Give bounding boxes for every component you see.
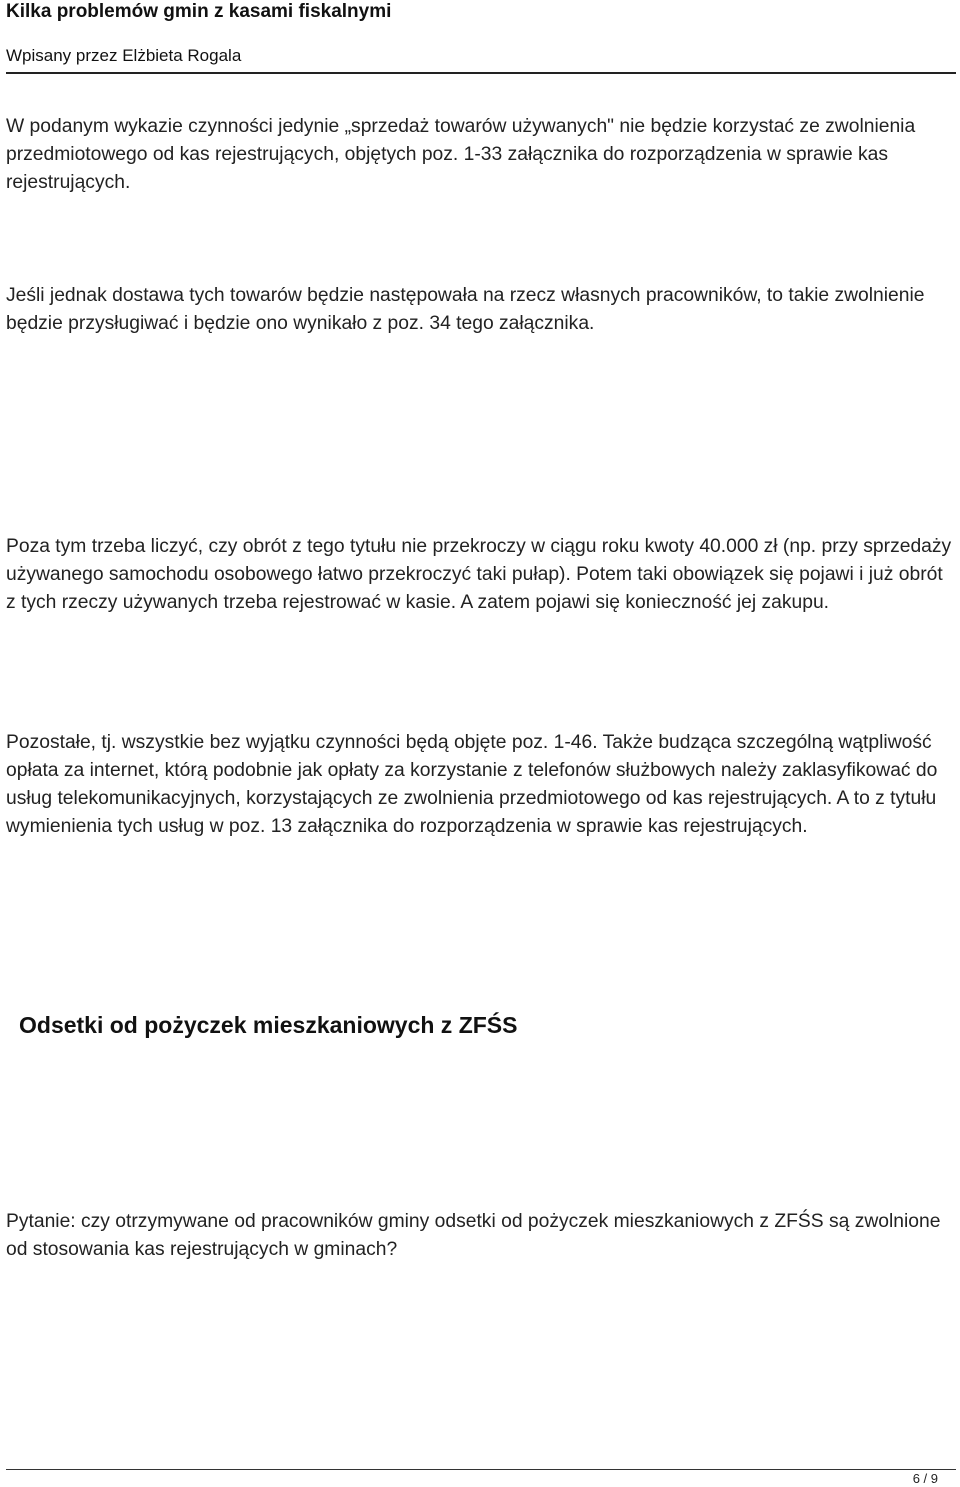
footer-divider [6,1469,956,1470]
paragraph-2: Jeśli jednak dostawa tych towarów będzie następowała na rzecz własnych pracowników, to takie zwolnienie będzie przysługiwać i będzie ono wynikało z poz. 34 tego załącznika. [6,285,925,334]
page-header [6,0,956,74]
paragraph-1: W podanym wykazie czynności jedynie „sprzedaż towarów używanych" nie będzie korzystać ze zwolnienia przedmiotowego od kas rejestrujących, objętych poz. 1-33 załącznika do rozporządzenia w sprawie kas rejestrujących. [6,116,916,193]
document-title: Kilka problemów gmin z kasami fiskalnymi [6,1,392,22]
paragraph-3: Poza tym trzeba liczyć, czy obrót z tego tytułu nie przekroczy w ciągu roku kwoty 40.000 zł (np. przy sprzedaży używanego samochodu osobowego łatwo przekroczyć taki pułap). Potem taki obowiązek się pojawi i już obrót z tych rzeczy używanych trzeba rejestrować w kasie. A zatem pojawi się konieczność jej zakupu. [6,536,952,613]
question-paragraph: Pytanie: czy otrzymywane od pracowników gminy odsetki od pożyczek mieszkaniowych z ZFŚS są zwolnione od stosowania kas rejestrujących w gminach? [6,1211,941,1260]
page-number: 6 / 9 [912,1471,938,1486]
paragraph-4: Pozostałe, tj. wszystkie bez wyjątku czynności będą objęte poz. 1-46. Także budząca szczególną wątpliwość opłata za internet, którą podobnie jak opłaty za korzystanie z telefonów służbowych należy zaklasyfikować do usług telekomunikacyjnych, korzystających ze zwolnienia przedmiotowego od kas rejestrujących. A to z tytułu wymienienia tych usług w poz. 13 załącznika do rozporządzenia w sprawie kas rejestrujących. [6,732,938,837]
author-byline: Wpisany przez Elżbieta Rogala [6,46,242,65]
section-heading: Odsetki od pożyczek mieszkaniowych z ZFŚS [19,1012,518,1038]
